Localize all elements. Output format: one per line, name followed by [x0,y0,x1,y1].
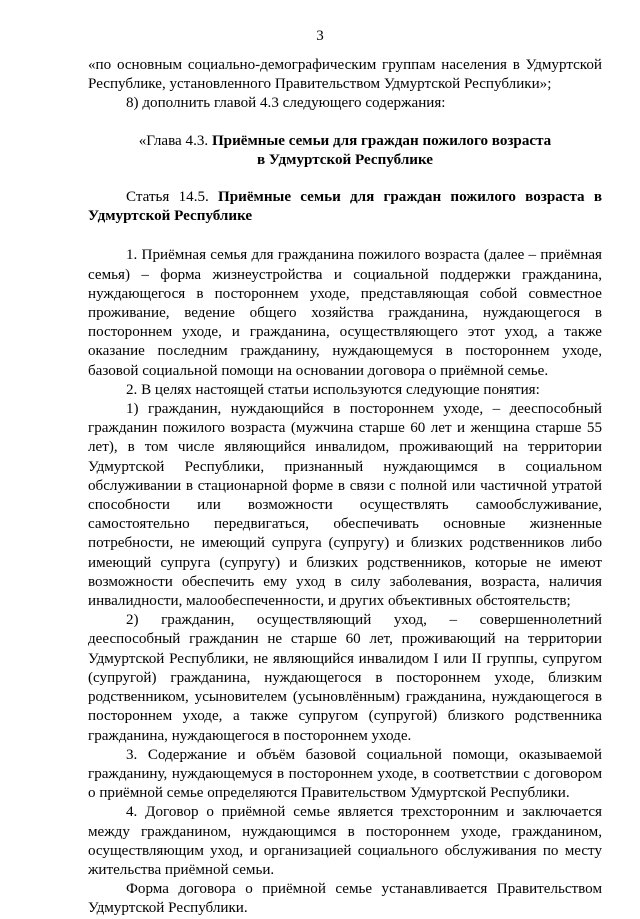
paragraph-item-3: 3. Содержание и объём базовой социальной помощи, оказываемой гражданину, нуждающемуся в постороннем уходе, в соответствии с договором о приёмной семье определяются Правительством Удмуртской Республики. [88,746,602,802]
paragraph-amendment-8: 8) дополнить главой 4.3 следующего содержания: [126,95,446,112]
paragraph-item-4: 4. Договор о приёмной семье является трехсторонним и заключается между гражданином, нуждающимся в постороннем уходе, гражданином, осуществляющим уход, и организацией социального обслуживания по месту жительства приёмной семьи. [88,804,602,878]
chapter-heading [88,132,602,170]
chapter-prefix: «Глава 4.3. [138,132,212,149]
paragraph-item-4-form: Форма договора о приёмной семье устанавливается Правительством Удмуртской Республики. [88,881,602,917]
article-heading [88,188,602,226]
paragraph-item-2-2: 2) гражданин, осуществляющий уход, – совершеннолетний дееспособный гражданин не старше 60 лет, проживающий на территории Удмуртской Республики, не являющийся инвалидом I или II группы, супругом (супругой) гражданина, нуждающегося в постороннем уходе, близким родственником, усыновителем (усыновлённым) гражданина, нуждающегося в постороннем уходе, а также супругом (супругой) близкого родственника гражданина, нуждающегося в постороннем уходе. [88,612,602,744]
paragraph-item-2-1: 1) гражданин, нуждающийся в постороннем уходе, – дееспособный гражданин пожилого возраста (мужчина старше 60 лет и женщина старше 55 лет), в том числе являющийся инвалидом, проживающий на территории Удмуртской Республики, признанный нуждающимся в социальном обслуживании в стационарной форме в связи с полной или частичной утратой способности или возможности осуществлять самообслуживание, самостоятельно передвигаться, обеспечивать основные жизненные потребности, не имеющий супруга (супругу) и близких родственников либо имеющий супруга (супругу) и близких родственников, которые не имеют возможности обеспечить ему уход в силу заболевания, возраста, наличия инвалидности, малообеспеченности, и других объективных обстоятельств; [88,401,602,610]
paragraph-item-1: 1. Приёмная семья для гражданина пожилого возраста (далее – приёмная семья) – форма жизнеустройства и социальной поддержки гражданина, нуждающегося в постороннем уходе, представляющая собой совместное проживание, ведение общего хозяйства гражданина, нуждающегося в постороннем уходе, и гражданина, осуществляющего этот уход, а также оказание последним гражданину, нуждающемуся в постороннем уходе, базовой социальной помощи на основании договора о приёмной семье. [88,247,602,379]
chapter-title-line1: Приёмные семьи для граждан пожилого возраста [211,132,552,149]
document-body [88,56,602,919]
chapter-title-line2: в Удмуртской Республике [256,151,434,168]
article-prefix: Статья 14.5. [126,189,219,206]
page-number: 3 [316,28,324,44]
paragraph-item-2: 2. В целях настоящей статьи используются следующие понятия: [126,381,540,398]
paragraph-continuation: «по основным социально-демографическим группам населения в Удмуртской Республике, установленного Правительством Удмуртской Республики»; [88,57,602,93]
article-title: Приёмные семьи для граждан пожилого возраста в Удмуртской Республике [88,189,602,225]
